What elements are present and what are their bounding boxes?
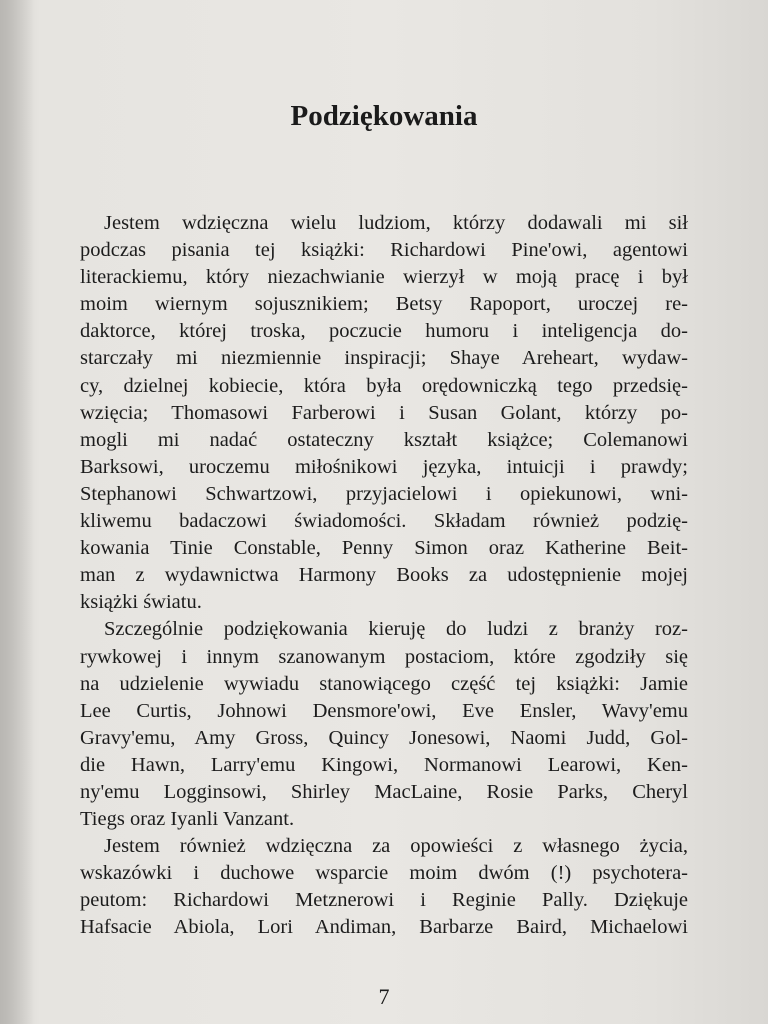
text-line: daktorce, której troska, poczucie humoru i inteligencja do- (80, 320, 688, 343)
text-line: wzięcia; Thomasowi Farberowi i Susan Golant, którzy po- (80, 401, 688, 424)
text-line: na udzielenie wywiadu stanowiącego część tej książki: Jamie (80, 672, 688, 695)
text-line: Jestem wdzięczna wielu ludziom, którzy dodawali mi sił (104, 212, 688, 234)
text-line: Stephanowi Schwartzowi, przyjacielowi i opiekunowi, wni- (80, 482, 688, 505)
text-line: rywkowej i innym szanowanym postaciom, które zgodziły się (80, 645, 688, 668)
text-line: Tiegs oraz Iyanli Vanzant. (80, 808, 295, 831)
text-line: kliwemu badaczowi świadomości. Składam również podzię- (80, 510, 688, 533)
text-line: Szczególnie podziękowania kieruję do ludzi z branży roz- (104, 618, 688, 641)
text-line: starczały mi niezmiennie inspiracji; Shaye Areheart, wydaw- (80, 347, 688, 370)
text-line: wskazówki i duchowe wsparcie moim dwóm (!) psychotera- (80, 862, 688, 885)
page-number: 7 (378, 984, 390, 1009)
text-line: literackiemu, który niezachwianie wierzył w moją pracę i był (80, 266, 688, 289)
text-line: Barksowi, uroczemu miłośnikowi języka, intuicji i prawdy; (80, 455, 688, 478)
text-line: peutom: Richardowi Metznerowi i Reginie Pally. Dziękuje (80, 889, 688, 912)
text-line: man z wydawnictwa Harmony Books za udostępnienie mojej (80, 564, 688, 587)
text-line: mogli mi nadać ostateczny kształt książce; Colemanowi (80, 428, 688, 451)
text-line: podczas pisania tej książki: Richardowi Pine'owi, agentowi (80, 239, 688, 262)
page-body-text (80, 210, 688, 942)
text-line: Gravy'emu, Amy Gross, Quincy Jonesowi, Naomi Judd, Gol- (80, 726, 688, 749)
text-line: Lee Curtis, Johnowi Densmore'owi, Eve Ensler, Wavy'emu (80, 699, 688, 722)
page-gutter-shadow (0, 0, 34, 1024)
text-line: cy, dzielnej kobiecie, która była orędowniczką tego przedsię- (80, 374, 688, 397)
text-line: Jestem również wdzięczna za opowieści z własnego życia, (104, 835, 688, 858)
text-line: die Hawn, Larry'emu Kingowi, Normanowi Learowi, Ken- (80, 753, 688, 776)
text-line: ny'emu Logginsowi, Shirley MacLaine, Rosie Parks, Cheryl (80, 780, 688, 803)
text-line: książki światu. (80, 591, 202, 614)
page-title: Podziękowania (290, 100, 478, 132)
text-line: moim wiernym sojusznikiem; Betsy Rapoport, uroczej re- (80, 293, 688, 316)
text-line: kowania Tinie Constable, Penny Simon oraz Katherine Beit- (80, 537, 688, 560)
text-line: Hafsacie Abiola, Lori Andiman, Barbarze Baird, Michaelowi (80, 916, 688, 939)
